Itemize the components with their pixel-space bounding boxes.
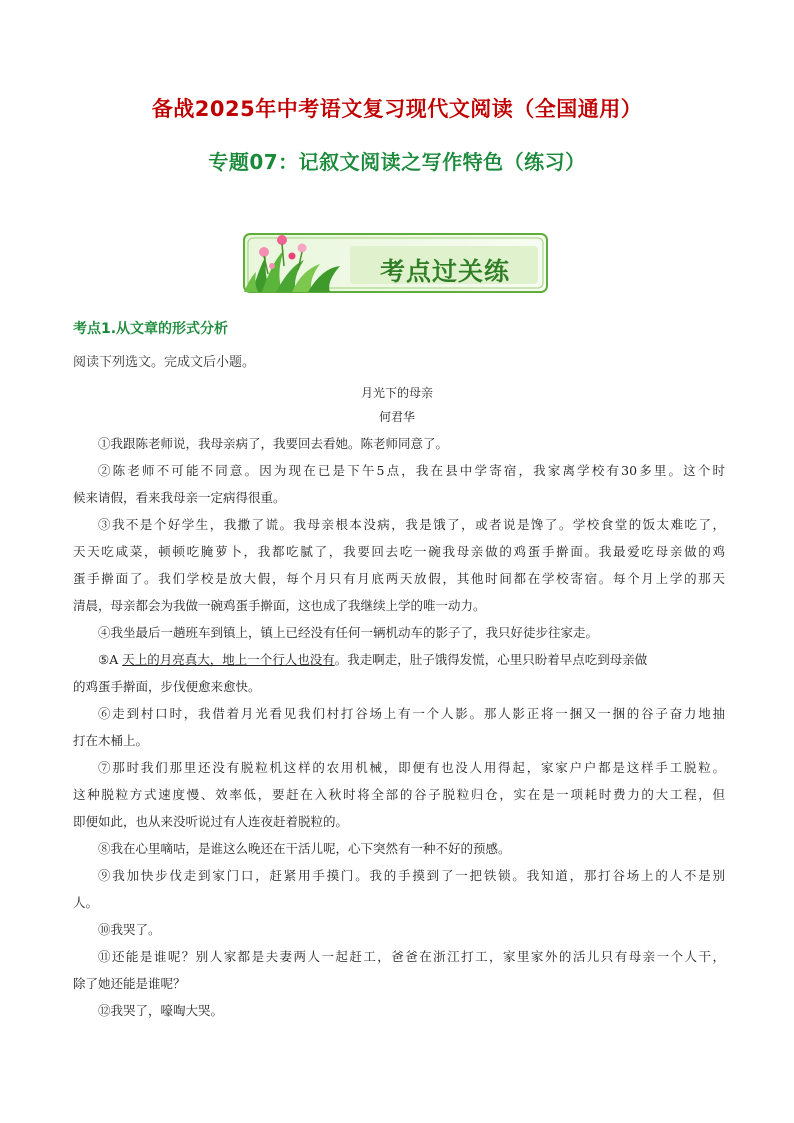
- paragraph-3: ③我不是个好学生，我撒了谎。我母亲根本没病，我是饿了，或者说是馋了。学校食堂的饭太难吃了， 天天吃咸菜，顿顿吃腌萝卜，我都吃腻了，我要回去吃一碗我母亲做的鸡蛋手擀面。我最爱吃母亲做的鸡 蛋手擀面了。我们学校是放大假，每个月只有月底两天放假，其他时间都在学校寄宿。每个月上学的那天 清晨，母亲都会为我做一碗鸡蛋手擀面，这也成了我继续上学的唯一动力。: [73, 517, 725, 613]
- paragraph-9: ⑨我加快步伐走到家门口，赶紧用手摸门。我的手摸到了一把铁锁。我知道，那打谷场上的人不是别 人。: [73, 868, 725, 910]
- paragraph-6: ⑥走到村口时，我借着月光看见我们村打谷场上有一个人影。那人影正将一捆又一捆的谷子奋力地抽 打在木桶上。: [73, 706, 725, 748]
- paragraph-7: ⑦那时我们那里还没有脱粒机这样的农用机械，即便有也没人用得起，家家户户都是这样手工脱粒。 这种脱粒方式速度慢、效率低，要赶在入秋时将全部的谷子脱粒归仓，实在是一项耗时费力的大工程，但 即便如此，也从来没听说过有人连夜赶着脱粒的。: [73, 760, 725, 829]
- banner-label: 考点过关练: [379, 257, 510, 286]
- passage-title: 月光下的母亲: [360, 386, 433, 400]
- paragraph-1: ①我跟陈老师说，我母亲病了，我要回去看她。陈老师同意了。: [98, 436, 449, 451]
- paragraph-8: ⑧我在心里嘀咕，是谁这么晚还在干活儿呢，心下突然有一种不好的预感。: [98, 841, 511, 856]
- passage-author: 何君华: [378, 410, 415, 424]
- paragraph-10: ⑩我哭了。: [98, 922, 161, 937]
- paragraph-2: ②陈老师不可能不同意。因为现在已是下午5点，我在县中学寄宿，我家离学校有30多里。这个时 候来请假，看来我母亲一定病得很重。: [73, 463, 725, 505]
- paragraph-5: ⑤A 天上的月亮真大，地上一个行人也没有。我走啊走，肚子饿得发慌，心里只盼着早点吃到母亲做 的鸡蛋手擀面，步伐便愈来愈快。: [73, 652, 648, 694]
- document-subtitle: 专题07：记叙文阅读之写作特色（练习）: [208, 150, 586, 174]
- underlined-sentence-a: 天上的月亮真大，地上一个行人也没有: [122, 652, 335, 667]
- section-banner: [242, 226, 551, 296]
- paragraph-12: ⑫我哭了，嚎啕大哭。: [98, 1003, 224, 1018]
- paragraph-4: ④我坐最后一趟班车到镇上，镇上已经没有任何一辆机动车的影子了，我只好徒步往家走。: [98, 625, 599, 640]
- paragraph-11: ⑪还能是谁呢？别人家都是夫妻两人一起赶工，爸爸在浙江打工，家里家外的活儿只有母亲一个人干， 除了她还能是谁呢？: [73, 949, 725, 991]
- instruction-text: 阅读下列选文。完成文后小题。: [73, 355, 256, 370]
- section-heading: 考点1.从文章的形式分析: [73, 321, 229, 337]
- document-title: 备战2025年中考语文复习现代文阅读（全国通用）: [151, 97, 643, 121]
